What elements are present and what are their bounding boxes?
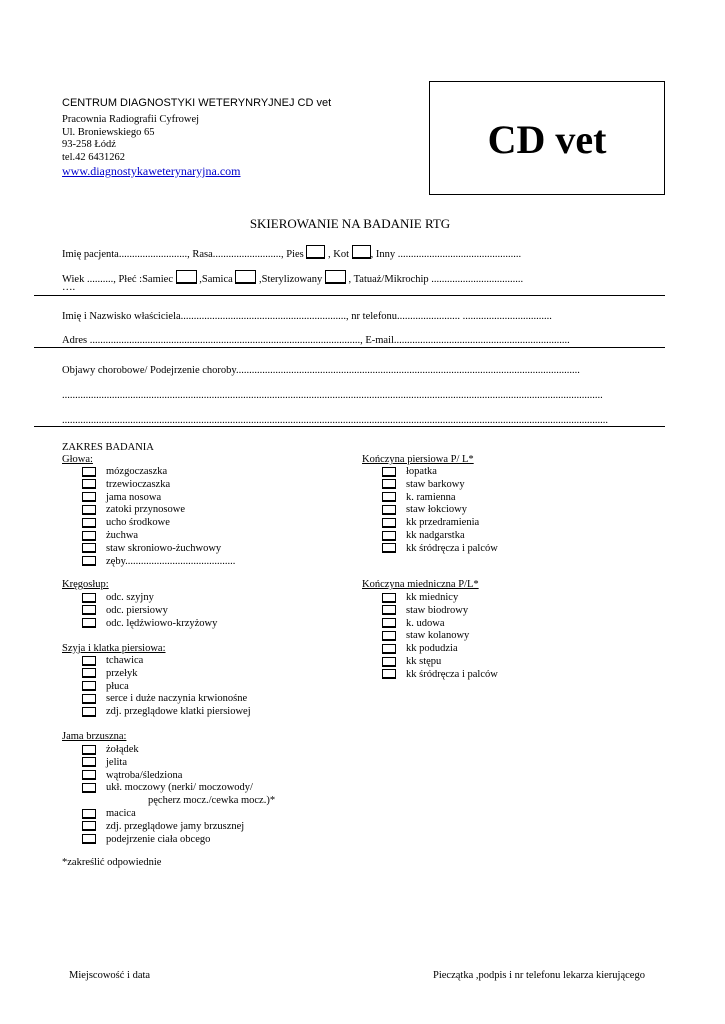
male-checkbox[interactable]: [176, 270, 197, 284]
checklist-item[interactable]: [82, 517, 235, 530]
checklist-item[interactable]: [82, 479, 235, 492]
patient-name-field[interactable]: Imię pacjenta..........................,: [62, 249, 190, 260]
owner-name-field[interactable]: Imię i Nazwisko właściciela..............................................................., nr telefonu........................ ..................................: [62, 311, 552, 322]
street-address: Ul. Broniewskiego 65: [62, 127, 155, 138]
checklist-item[interactable]: [82, 706, 251, 719]
checkbox[interactable]: [82, 681, 96, 691]
checklist-item[interactable]: [82, 757, 275, 770]
item-label: serce i duże naczynia krwionośne: [106, 693, 248, 705]
female-checkbox[interactable]: [235, 270, 256, 284]
checkbox[interactable]: [382, 505, 396, 515]
checklist-item[interactable]: [82, 530, 235, 543]
symptoms-field[interactable]: Objawy chorobowe/ Podejrzenie choroby...................................................................................................................................: [62, 365, 580, 376]
checkbox[interactable]: [82, 745, 96, 755]
item-label: zęby..........................................: [106, 555, 236, 567]
item-label: kk podudzia: [406, 643, 458, 655]
patient-row-1: [62, 245, 521, 260]
checklist-item-continuation: [82, 795, 275, 808]
symptoms-line-3[interactable]: ................................................................................................................................................................................................................: [62, 415, 608, 426]
abdomen-section-label: Jama brzuszna:: [62, 731, 127, 742]
checklist-item[interactable]: [82, 618, 217, 631]
checklist-item[interactable]: [382, 530, 498, 543]
signature-label: Pieczątka ,podpis i nr telefonu lekarza kierującego: [433, 970, 645, 981]
spine-section-label: Kręgosłup:: [62, 579, 109, 590]
checklist-item[interactable]: [82, 808, 275, 821]
checkbox[interactable]: [82, 605, 96, 615]
breed-field[interactable]: Rasa..........................,: [192, 249, 284, 260]
dog-checkbox[interactable]: [306, 245, 325, 259]
item-label: jama nosowa: [106, 491, 162, 503]
tattoo-field[interactable]: , Tatuaż/Mikrochip ...................................: [348, 274, 524, 285]
scope-title: ZAKRES BADANIA: [62, 442, 154, 453]
item-label: tchawica: [106, 655, 144, 666]
checkbox[interactable]: [382, 492, 396, 502]
item-label: płuca: [106, 680, 129, 692]
item-label: żołądek: [106, 744, 139, 755]
item-label: staw skroniowo-żuchwowy: [106, 542, 222, 554]
divider-2: [34, 347, 665, 348]
checkbox[interactable]: [82, 543, 96, 553]
item-label: ucho środkowe: [106, 517, 170, 529]
checkbox[interactable]: [82, 707, 96, 717]
item-label: jelita: [106, 756, 127, 768]
abdomen-items: [82, 744, 275, 846]
age-field[interactable]: Wiek ..........,: [62, 274, 116, 285]
checkbox[interactable]: [82, 668, 96, 678]
checklist-item[interactable]: [82, 668, 251, 681]
checkbox[interactable]: [382, 467, 396, 477]
checkbox[interactable]: [82, 531, 96, 541]
checklist-item[interactable]: [382, 504, 498, 517]
neck-chest-items: [82, 655, 251, 719]
item-label: wątroba/śledziona: [106, 769, 183, 781]
item-label: ukł. moczowy (nerki/ moczowody/: [106, 782, 253, 794]
item-label: łopatka: [406, 466, 437, 477]
divider-3: [34, 426, 665, 427]
checklist-item[interactable]: [82, 782, 275, 795]
checklist-item[interactable]: [382, 669, 498, 682]
patient-row-2: [62, 270, 523, 285]
checklist-item[interactable]: [382, 643, 498, 656]
checklist-item[interactable]: [82, 592, 217, 605]
checklist-item[interactable]: [82, 770, 275, 783]
hindlimb-section-label: Kończyna miedniczna P/L*: [362, 579, 479, 590]
checklist-item[interactable]: [82, 681, 251, 694]
item-label: kk stępu: [406, 655, 442, 667]
form-title: SKIEROWANIE NA BADANIE RTG: [249, 216, 451, 231]
checklist-item[interactable]: [82, 605, 217, 618]
item-label: przełyk: [106, 667, 138, 679]
checkbox[interactable]: [82, 467, 96, 477]
item-label: staw barkowy: [406, 478, 465, 490]
checklist-item[interactable]: [382, 592, 498, 605]
sterilized-label: ,Sterylizowany: [259, 274, 323, 285]
cat-label: , Kot: [328, 249, 350, 260]
lab-name: Pracownia Radiografii Cyfrowej: [62, 114, 200, 125]
checkbox[interactable]: [382, 479, 396, 489]
checkbox[interactable]: [382, 543, 396, 553]
checklist-item[interactable]: [82, 744, 275, 757]
checkbox[interactable]: [82, 556, 96, 566]
checkbox[interactable]: [82, 757, 96, 767]
item-label: odc. lędźwiowo-krzyżowy: [106, 617, 218, 629]
item-label: zdj. przeglądowe jamy brzusznej: [106, 820, 245, 832]
checkbox[interactable]: [82, 505, 96, 515]
sterilized-checkbox[interactable]: [325, 270, 346, 284]
checklist-item[interactable]: [82, 556, 235, 569]
checkbox[interactable]: [82, 770, 96, 780]
item-label: k. udowa: [406, 617, 445, 629]
item-label: k. ramienna: [406, 491, 456, 503]
item-label: trzewioczaszka: [106, 478, 171, 490]
checklist-item[interactable]: [82, 655, 251, 668]
item-label: podejrzenie ciała obcego: [106, 833, 211, 845]
item-label: kk śródręcza i palców: [406, 542, 498, 554]
item-label: kk nadgarstka: [406, 529, 465, 541]
footnote: *zakreślić odpowiednie: [62, 857, 162, 868]
checkbox[interactable]: [382, 518, 396, 528]
item-label: kk przedramienia: [406, 517, 480, 529]
city-address: 93-258 Łódź: [62, 139, 116, 150]
place-date-label: Miejscowość i data: [69, 970, 151, 981]
center-name: CENTRUM DIAGNOSTYKI WETERYNRYJNEJ CD vet: [62, 97, 332, 109]
checklist-item[interactable]: [382, 543, 498, 556]
forelimb-items: [382, 466, 498, 556]
checkbox[interactable]: [382, 631, 396, 641]
phone-number: tel.42 6431262: [62, 152, 125, 163]
checkbox[interactable]: [82, 821, 96, 831]
item-label: kk miednicy: [406, 592, 459, 603]
checklist-item[interactable]: [82, 492, 235, 505]
item-label: odc. szyjny: [106, 592, 154, 603]
checkbox[interactable]: [382, 531, 396, 541]
checklist-item[interactable]: [82, 504, 235, 517]
checklist-item[interactable]: [382, 479, 498, 492]
checklist-item[interactable]: [82, 821, 275, 834]
website-link[interactable]: www.diagnostykaweterynaryjna.com: [62, 164, 241, 178]
checkbox[interactable]: [82, 479, 96, 489]
neck-chest-section-label: Szyja i klatka piersiowa:: [62, 643, 166, 654]
checklist-item[interactable]: [382, 656, 498, 669]
checklist-item[interactable]: [82, 834, 275, 847]
checklist-item[interactable]: [382, 605, 498, 618]
cat-checkbox[interactable]: [352, 245, 371, 259]
item-label: żuchwa: [106, 529, 139, 541]
item-label: macica: [106, 807, 136, 819]
item-label: kk śródręcza i palców: [406, 668, 498, 680]
checkbox[interactable]: [82, 783, 96, 793]
checklist-item[interactable]: [82, 543, 235, 556]
item-label: mózgoczaszka: [106, 466, 168, 477]
female-label: ,Samica: [199, 274, 233, 285]
checkbox[interactable]: [382, 669, 396, 679]
item-label: zatoki przynosowe: [106, 504, 186, 516]
checkbox[interactable]: [382, 605, 396, 615]
checklist-item[interactable]: [82, 693, 251, 706]
checkbox[interactable]: [382, 618, 396, 628]
owner-address-field[interactable]: Adres ......................................................................................................., E-mail...................................................................: [62, 335, 570, 346]
forelimb-section-label: Kończyna piersiowa P/ L*: [362, 454, 474, 465]
dog-label: Pies: [286, 249, 304, 260]
checklist-item[interactable]: [382, 630, 498, 643]
spine-items: [82, 592, 217, 630]
checkbox[interactable]: [82, 694, 96, 704]
checkbox[interactable]: [82, 809, 96, 819]
logo-text: CD vet: [487, 117, 607, 162]
sex-male-label: Płeć :Samiec: [118, 274, 173, 285]
item-label: staw łokciowy: [406, 504, 467, 516]
checklist-item[interactable]: [382, 517, 498, 530]
item-label: pęcherz mocz./cewka mocz.)*: [148, 795, 276, 807]
head-items: [82, 466, 235, 568]
head-section-label: Głowa:: [62, 454, 93, 465]
checkbox[interactable]: [82, 593, 96, 603]
checklist-item[interactable]: [382, 466, 498, 479]
checkbox[interactable]: [382, 657, 396, 667]
checklist-item[interactable]: [382, 618, 498, 631]
divider-1: [34, 295, 665, 296]
other-field[interactable]: , Inny ...............................................: [370, 249, 522, 260]
symptoms-line-2[interactable]: ..............................................................................................................................................................................................................: [62, 390, 603, 401]
checkbox[interactable]: [82, 518, 96, 528]
checkbox[interactable]: [82, 492, 96, 502]
hindlimb-items: [382, 592, 498, 682]
patient-row-cont: ….: [62, 282, 76, 293]
checkbox[interactable]: [82, 618, 96, 628]
checklist-item[interactable]: [82, 466, 235, 479]
checkbox[interactable]: [82, 656, 96, 666]
item-label: staw biodrowy: [406, 604, 469, 616]
item-label: staw kolanowy: [406, 630, 470, 642]
checklist-item[interactable]: [382, 492, 498, 505]
checkbox[interactable]: [82, 834, 96, 844]
item-label: odc. piersiowy: [106, 604, 168, 616]
logo-box: [429, 81, 665, 195]
checkbox[interactable]: [382, 593, 396, 603]
checkbox[interactable]: [382, 644, 396, 654]
item-label: zdj. przeglądowe klatki piersiowej: [106, 706, 251, 718]
